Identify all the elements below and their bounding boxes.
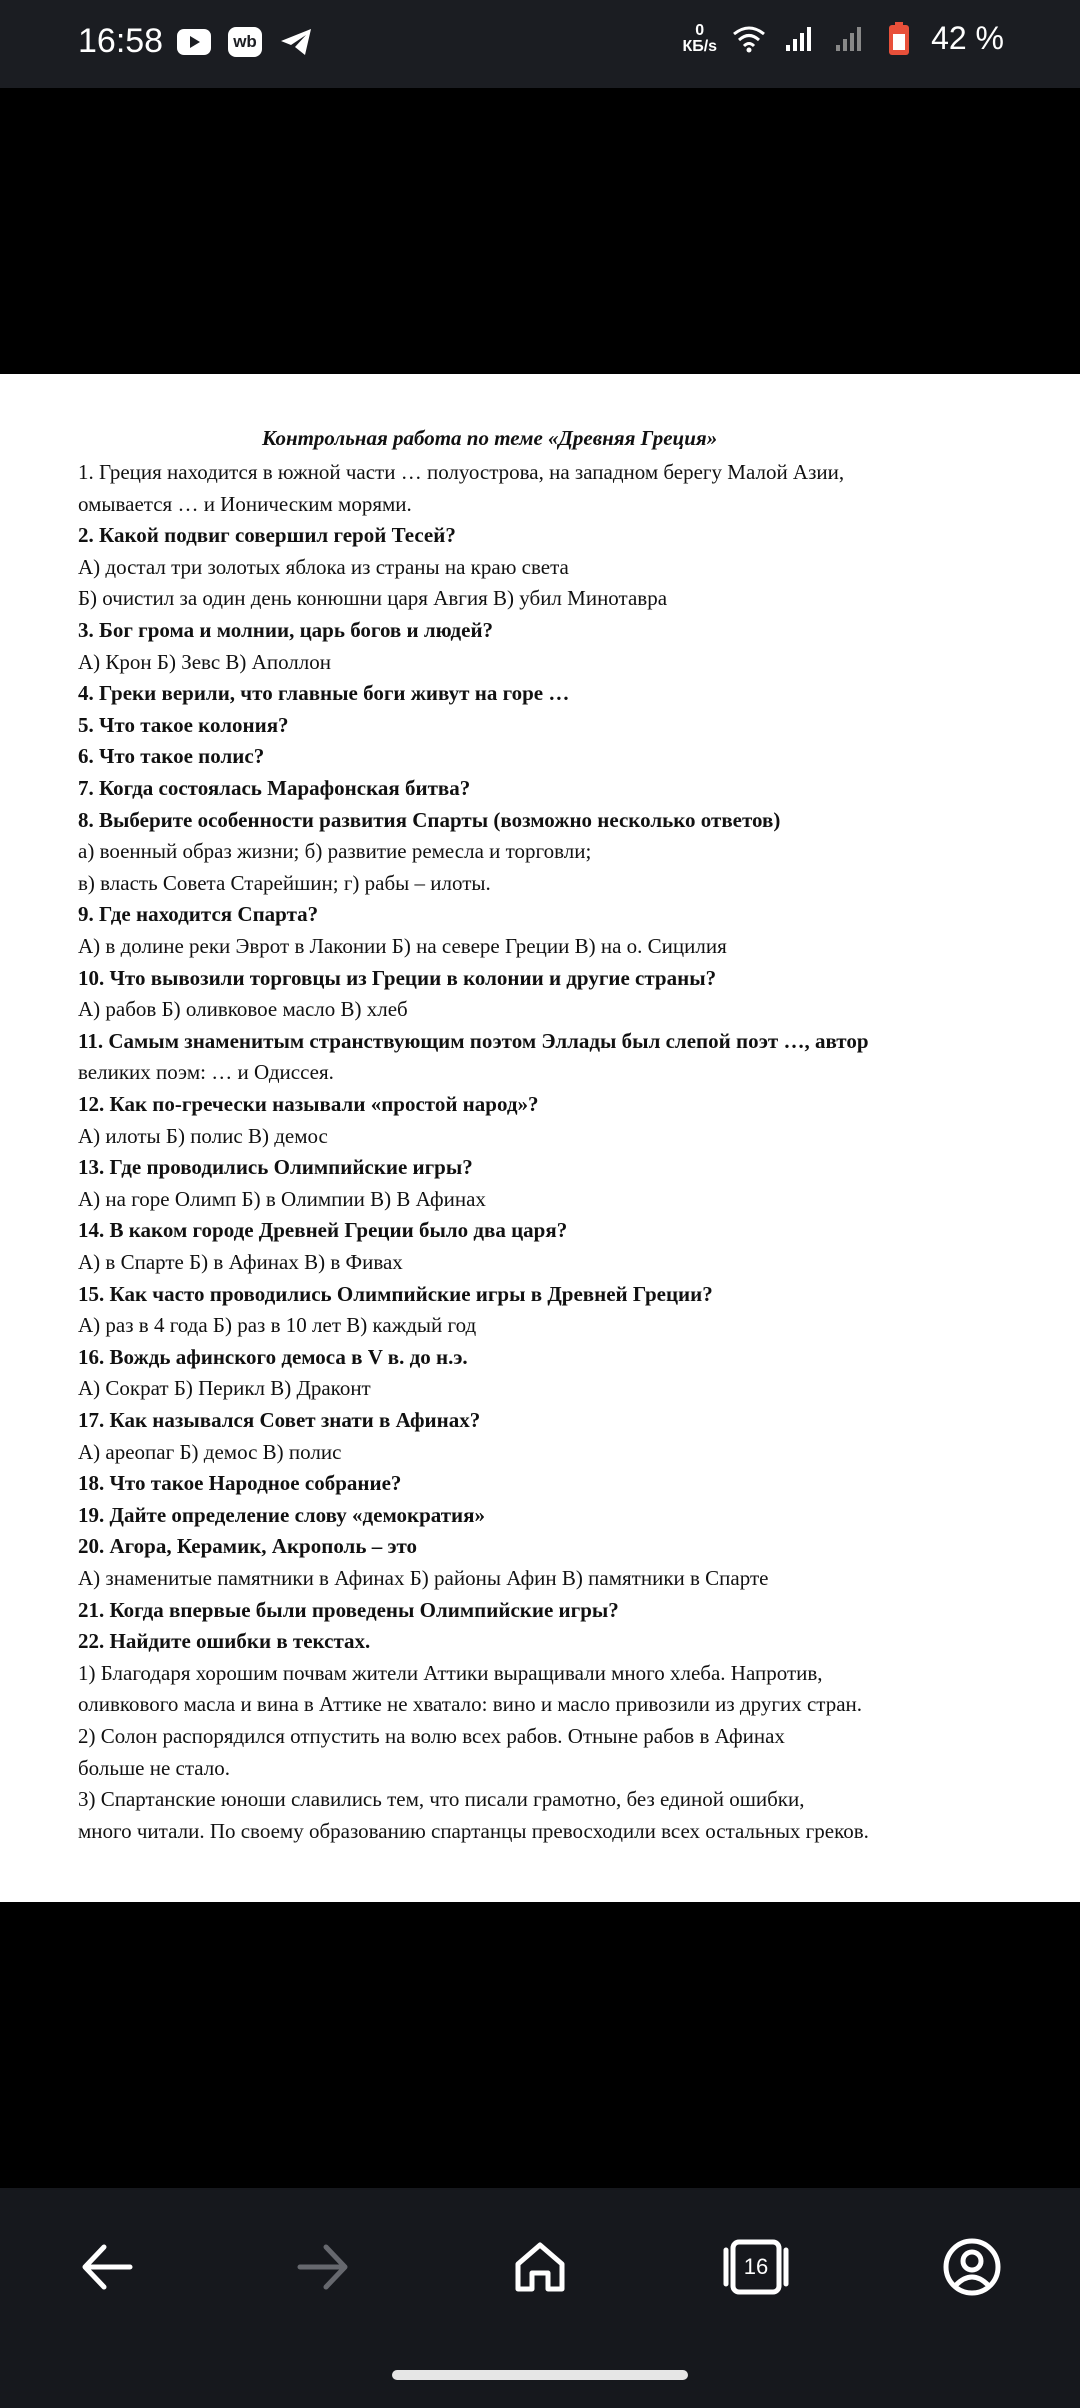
document-line: 20. Агора, Керамик, Акрополь – это (78, 1534, 418, 1559)
document-line: А) ареопаг Б) демос В) полис (78, 1439, 342, 1464)
document-line: А) в долине реки Эврот в Лаконии Б) на севере Греции В) на о. Сицилия (78, 934, 727, 958)
document-line: Б) очистил за один день конюшни царя Авгия В) убил Минотавра (78, 586, 668, 611)
document-line: А) раз в 4 года Б) раз в 10 лет В) каждый год (78, 1313, 477, 1338)
home-indicator[interactable] (392, 2370, 688, 2380)
notification-icons (176, 24, 314, 60)
battery-percent: 42 % (931, 20, 1004, 56)
home-icon (512, 2240, 568, 2294)
document-line: 16. Вождь афинского демоса в V в. до н.э. (78, 1344, 468, 1369)
document-line: 3) Спартанские юноши славились тем, что писали грамотно, без единой ошибки, (78, 1787, 805, 1812)
document-title: Контрольная работа по теме «Древняя Греция» (262, 426, 718, 450)
wb-icon: wb (228, 27, 262, 57)
document-line: 5. Что такое колония? (78, 712, 289, 737)
net-speed-value: 0 (695, 21, 705, 39)
document-line: а) военный образ жизни; б) развитие ремесла и торговли; (78, 839, 592, 864)
forward-button[interactable] (278, 2222, 368, 2312)
document-line: 2) Солон распорядился отпустить на волю всех рабов. Отныне рабов в Афинах (78, 1724, 785, 1748)
document-line: в) власть Совета Старейшин; г) рабы – илоты. (78, 870, 491, 895)
forward-icon (296, 2242, 350, 2292)
document-line: больше не стало. (78, 1755, 231, 1780)
document-line: А) знаменитые памятники в Афинах Б) районы Афин В) памятники в Спарте (78, 1566, 769, 1590)
home-button[interactable] (495, 2222, 585, 2312)
back-icon (80, 2242, 134, 2292)
signal-2-icon (831, 21, 867, 57)
document-line: 6. Что такое полис? (78, 744, 265, 769)
document-line: 19. Дайте определение слову «демократия» (78, 1502, 486, 1527)
bottom-black-area (0, 1902, 1080, 2188)
net-speed-unit: КБ/s (682, 37, 718, 55)
battery-icon (881, 21, 917, 57)
document-line: А) Крон Б) Зевс В) Аполлон (78, 649, 331, 674)
net-speed (682, 23, 717, 55)
top-black-area (0, 88, 1080, 374)
youtube-icon (176, 24, 212, 60)
document-line: великих поэм: … и Одиссея. (78, 1060, 334, 1085)
document-line: 14. В каком городе Древней Греции было два царя? (78, 1218, 568, 1243)
signal-icon (781, 21, 817, 57)
tabs-button[interactable] (711, 2222, 801, 2312)
profile-button[interactable] (927, 2222, 1017, 2312)
telegram-icon (278, 24, 314, 60)
document-line: 13. Где проводились Олимпийские игры? (78, 1155, 473, 1180)
profile-icon (942, 2237, 1002, 2297)
wifi-icon (731, 21, 767, 57)
document-line: 15. Как часто проводились Олимпийские игры в Древней Греции? (78, 1281, 713, 1306)
system-status (682, 20, 1004, 57)
tab-count: 16 (743, 2254, 769, 2279)
document-line: 22. Найдите ошибки в текстах. (78, 1629, 371, 1654)
document-line: А) на горе Олимп Б) в Олимпии В) В Афинах (78, 1186, 486, 1211)
back-button[interactable] (62, 2222, 152, 2312)
status-time: 16:58 (78, 22, 164, 60)
document-line: омывается … и Ионическим морями. (78, 491, 412, 516)
document-line: 12. Как по-гречески называли «простой народ»? (78, 1092, 539, 1116)
document-line: А) достал три золотых яблока из страны на краю света (78, 554, 569, 579)
document-line: 2. Какой подвиг совершил герой Тесей? (78, 523, 456, 548)
document-line: А) илоты Б) полис В) демос (78, 1123, 328, 1148)
document-line: 8. Выберите особенности развития Спарты (возможно несколько ответов) (78, 807, 781, 832)
document-line: А) рабов Б) оливковое масло В) хлеб (78, 997, 408, 1022)
status-bar (0, 0, 1080, 88)
document-image (0, 374, 1080, 1902)
document-line: А) Сократ Б) Перикл В) Драконт (78, 1376, 371, 1401)
document-line: 11. Самым знаменитым странствующим поэтом Эллады был слепой поэт …, автор (78, 1028, 869, 1053)
document-line: 18. Что такое Народное собрание? (78, 1471, 402, 1496)
document-line: много читали. По своему образованию спартанцы превосходили всех остальных греков. (78, 1818, 869, 1843)
document-line: 4. Греки верили, что главные боги живут на горе … (78, 681, 570, 706)
document-line: 1) Благодаря хорошим почвам жители Аттики выращивали много хлеба. Напротив, (78, 1660, 823, 1685)
document-line: 1. Греция находится в южной части … полуострова, на западном берегу Малой Азии, (78, 460, 845, 484)
document-line: 17. Как назывался Совет знати в Афинах? (78, 1408, 481, 1432)
document-line: 7. Когда состоялась Марафонская битва? (78, 776, 471, 800)
document-line: оливкового масла и вина в Аттике не хватало: вино и масло привозили из других стран. (78, 1692, 863, 1717)
document-line: 3. Бог грома и молнии, царь богов и людей? (78, 618, 494, 642)
document-line: А) в Спарте Б) в Афинах В) в Фивах (78, 1250, 403, 1274)
document-line: 10. Что вывозили торговцы из Греции в колонии и другие страны? (78, 965, 717, 990)
document-line: 21. Когда впервые были проведены Олимпийские игры? (78, 1597, 619, 1622)
document-line: 9. Где находится Спарта? (78, 902, 319, 927)
